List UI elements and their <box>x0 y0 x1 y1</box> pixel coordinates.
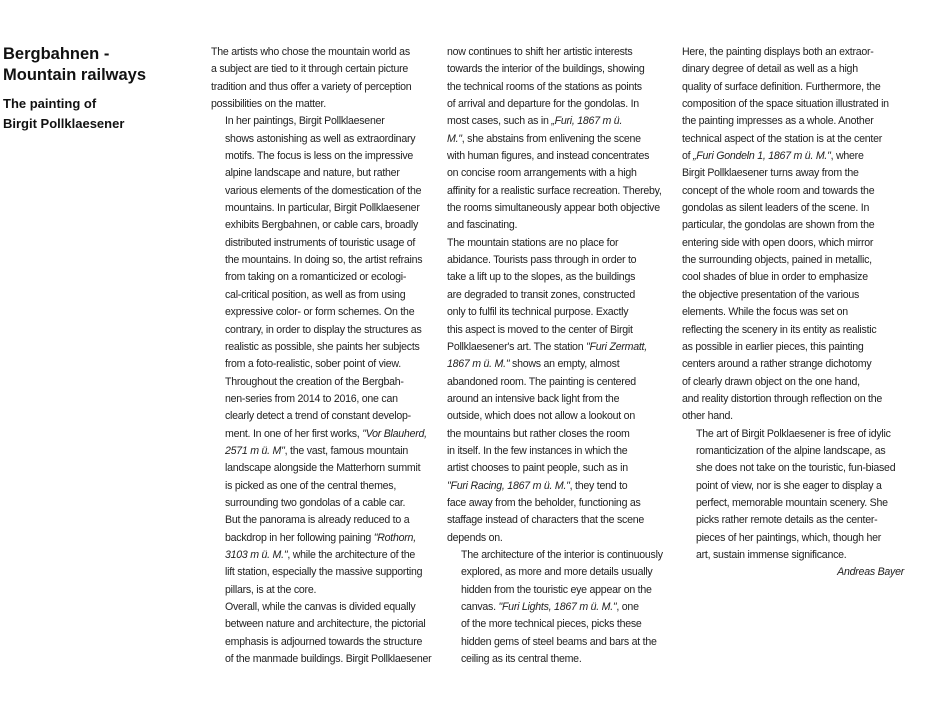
text-run: , the vast, famous mountain <box>284 444 409 457</box>
text-line: cal-critical position, as well as from using <box>225 288 406 301</box>
artwork-title: "Furi Lights, 1867 m ü. M." <box>498 601 617 613</box>
text-line: art, sustain immense significance. <box>696 548 847 561</box>
text-line <box>447 113 669 130</box>
text-line: around an intensive back light from the <box>447 392 620 405</box>
text-line: the surrounding objects, pained in metallic, <box>682 254 872 267</box>
text-run: shows an empty, almost <box>509 358 620 371</box>
text-line: on concise room arrangements with a high <box>447 167 637 180</box>
text-line: The artists who chose the mountain world as <box>211 46 410 58</box>
text-line: between nature and architecture, the pictorial <box>225 618 426 631</box>
text-line: only to fulfil its technical purpose. Exactly <box>447 306 629 319</box>
text-run: canvas. <box>461 601 499 613</box>
subtitle-line: The painting of <box>3 96 97 111</box>
text-line: mountains. In particular, Birgit Pollklaesener <box>225 202 420 215</box>
text-line <box>447 478 669 495</box>
text-line: composition of the space situation illustrated in <box>682 98 889 111</box>
text-line <box>682 148 904 165</box>
text-line: the mountains but rather closes the room <box>447 427 630 440</box>
text-line: Here, the painting displays both an extraor- <box>682 46 874 58</box>
text-line: artist chooses to paint people, such as in <box>447 462 628 475</box>
text-line: and reality distortion through reflection on the <box>682 392 883 405</box>
text-line: towards the interior of the buildings, showing <box>447 63 645 76</box>
text-line: explored, as more and more details usually <box>461 566 653 579</box>
text-line: surrounding two gondolas of a cable car. <box>225 496 406 509</box>
text-line: shows astonishing as well as extraordinary <box>225 132 416 145</box>
text-line: hidden gems of steel beams and bars at the <box>461 635 657 648</box>
text-line: in itself. In the few instances in which the <box>447 444 628 457</box>
title-line: Mountain railways <box>3 66 147 84</box>
text-line: outside, which does not allow a lookout on <box>447 410 635 423</box>
text-line <box>211 443 433 460</box>
text-line: from a foto-realistic, sober point of view. <box>225 358 401 371</box>
text-column-1 <box>211 44 433 668</box>
text-line: various elements of the domestication of the <box>225 184 422 197</box>
title-line: Bergbahnen - <box>3 45 110 63</box>
text-run: , while the architecture of the <box>287 548 416 561</box>
paragraph <box>211 44 433 113</box>
text-line: alpine landscape and nature, but rather <box>225 167 400 180</box>
text-line: picks rather remote details as the center- <box>696 514 878 527</box>
artwork-title: "Vor Blauherd, <box>362 427 427 440</box>
text-line: dinary degree of detail as well as a high <box>682 63 858 76</box>
text-line: Throughout the creation of the Bergbah- <box>225 375 404 388</box>
text-run: of <box>682 150 694 163</box>
text-line: Overall, while the canvas is divided equally <box>225 601 416 613</box>
text-line: a subject are tied to it through certain picture <box>211 63 409 76</box>
artwork-title: 3103 m ü. M." <box>225 548 288 561</box>
text-line: expressive color- or form schemes. On the <box>225 306 415 319</box>
text-line: abandoned room. The painting is centered <box>447 375 636 388</box>
text-run: Pollklaesener's art. The station <box>447 340 587 353</box>
text-line: nen-series from 2014 to 2016, one can <box>225 392 398 405</box>
text-run: ment. In one of her first works, <box>225 427 363 440</box>
text-run: , they tend to <box>569 479 628 492</box>
text-column-2 <box>447 44 669 668</box>
text-line: other hand. <box>682 410 733 423</box>
text-line: contrary, in order to display the structures as <box>225 323 422 336</box>
text-line: particular, the gondolas are shown from the <box>682 219 875 232</box>
text-line: gondolas as silent leaders of the scene. In <box>682 202 870 215</box>
text-line: motifs. The focus is less on the impressive <box>225 150 414 163</box>
text-run: , she abstains from enlivening the scene <box>461 132 641 145</box>
text-line: point of view, nor is she eager to display a <box>696 479 882 492</box>
text-line: entering side with open doors, which mirror <box>682 236 874 249</box>
text-line: the rooms simultaneously appear both objective <box>447 202 660 215</box>
artwork-title: 1867 m ü. M." <box>447 358 510 371</box>
text-line: of clearly drawn object on the one hand, <box>682 375 860 388</box>
text-line: abidance. Tourists pass through in order to <box>447 254 637 267</box>
text-line: The mountain stations are no place for <box>447 236 619 249</box>
text-line: The art of Birgit Polklaesener is free of idylic <box>696 427 891 440</box>
paragraph <box>211 113 433 599</box>
text-run: , where <box>830 150 864 163</box>
artwork-title: M." <box>447 132 462 145</box>
text-line <box>447 339 669 356</box>
text-line: the technical rooms of the stations as points <box>447 80 642 93</box>
paragraph <box>682 426 904 565</box>
text-line: technical aspect of the station is at the center <box>682 132 882 145</box>
article-header <box>3 44 198 134</box>
text-line: quality of surface definition. Furthermore, the <box>682 80 881 93</box>
artwork-title: "Furi Racing, 1867 m ü. M." <box>447 479 570 492</box>
text-line: face away from the beholder, functioning as <box>447 496 641 509</box>
text-line: she does not take on the touristic, fun-biased <box>696 462 896 475</box>
text-line: Birgit Pollklaesener turns away from the <box>682 167 859 180</box>
text-line: of the manmade buildings. Birgit Pollklaesener <box>225 653 432 666</box>
artwork-title: „Furi, 1867 m ü. <box>551 115 623 128</box>
text-line: depends on. <box>447 531 503 544</box>
text-line: the painting impresses as a whole. Another <box>682 115 874 128</box>
text-line: affinity for a realistic surface recreation. Thereby, <box>447 184 662 197</box>
text-line: pieces of her paintings, which, though her <box>696 531 882 544</box>
text-line: is picked as one of the central themes, <box>225 479 397 492</box>
text-line: reflecting the scenery in its entity as realistic <box>682 323 877 336</box>
text-line: are degraded to transit zones, constructed <box>447 288 635 301</box>
text-line: The architecture of the interior is continuously <box>461 548 663 561</box>
text-line: pillars, is at the core. <box>225 583 317 596</box>
artwork-title: "Rothorn, <box>373 531 416 544</box>
text-line: concept of the whole room and towards the <box>682 184 875 197</box>
text-line <box>447 131 669 148</box>
text-line: take a lift up to the slopes, as the buildings <box>447 271 636 284</box>
text-line: elements. While the focus was set on <box>682 306 848 319</box>
subtitle-line: Birgit Pollklaesener <box>3 116 125 131</box>
text-line: staffage instead of characters that the scene <box>447 514 645 527</box>
paragraph <box>211 599 433 668</box>
artwork-title: "Furi Zermatt, <box>586 340 647 353</box>
text-line: tradition and thus offer a variety of perception <box>211 80 412 93</box>
text-line <box>211 426 433 443</box>
text-column-3 <box>682 44 904 582</box>
text-line: In her paintings, Birgit Pollklaesener <box>225 115 385 128</box>
text-line: this aspect is moved to the center of Birgit <box>447 323 633 336</box>
artwork-title: 2571 m ü. M" <box>225 444 285 457</box>
article-subtitle <box>3 94 198 134</box>
article-title <box>3 44 198 86</box>
text-line: and fascinating. <box>447 219 518 232</box>
text-line: as possible in earlier pieces, this painting <box>682 340 864 353</box>
text-line: clearly detect a trend of constant develop- <box>225 410 411 423</box>
text-line: now continues to shift her artistic interests <box>447 46 633 58</box>
text-line <box>211 547 433 564</box>
text-line: from taking on a romanticized or ecologi- <box>225 271 407 284</box>
paragraph <box>682 44 904 426</box>
text-line <box>211 530 433 547</box>
text-line: exhibits Bergbahnen, or cable cars, broadly <box>225 219 419 232</box>
text-line: of the more technical pieces, picks these <box>461 618 642 631</box>
text-line: centers around a rather strange dichotomy <box>682 358 872 371</box>
text-line: emphasis is adjourned towards the structure <box>225 635 423 648</box>
paragraph <box>447 44 669 235</box>
text-line: of arrival and departure for the gondolas. In <box>447 98 639 111</box>
text-line: possibilities on the matter. <box>211 98 326 111</box>
text-run: , one <box>616 601 639 613</box>
text-line <box>447 599 669 616</box>
text-line: But the panorama is already reduced to a <box>225 514 410 527</box>
text-line: the objective presentation of the various <box>682 288 860 301</box>
text-line: with human figures, and instead concentrates <box>447 150 650 163</box>
text-line: lift station, especially the massive supporting <box>225 566 423 579</box>
text-line: realistic as possible, she paints her subjects <box>225 340 420 353</box>
artwork-title: „Furi Gondeln 1, 1867 m ü. M." <box>693 150 831 163</box>
text-line: landscape alongside the Matterhorn summit <box>225 462 421 475</box>
text-run: most cases, such as in <box>447 115 552 128</box>
author-signature: Andreas Bayer <box>837 566 904 579</box>
text-line <box>447 356 669 373</box>
text-line: distributed instruments of touristic usage of <box>225 236 416 249</box>
paragraph <box>447 547 669 668</box>
text-line: ceiling as its central theme. <box>461 653 582 666</box>
paragraph <box>447 235 669 547</box>
text-line: perfect, memorable mountain scenery. She <box>696 496 888 509</box>
text-run: backdrop in her following paining <box>225 531 374 544</box>
text-line: romanticization of the alpine landscape, as <box>696 444 886 457</box>
text-line: hidden from the touristic eye appear on the <box>461 583 652 596</box>
text-line: the mountains. In doing so, the artist refrains <box>225 254 423 267</box>
text-line: cool shades of blue in order to emphasize <box>682 271 868 284</box>
